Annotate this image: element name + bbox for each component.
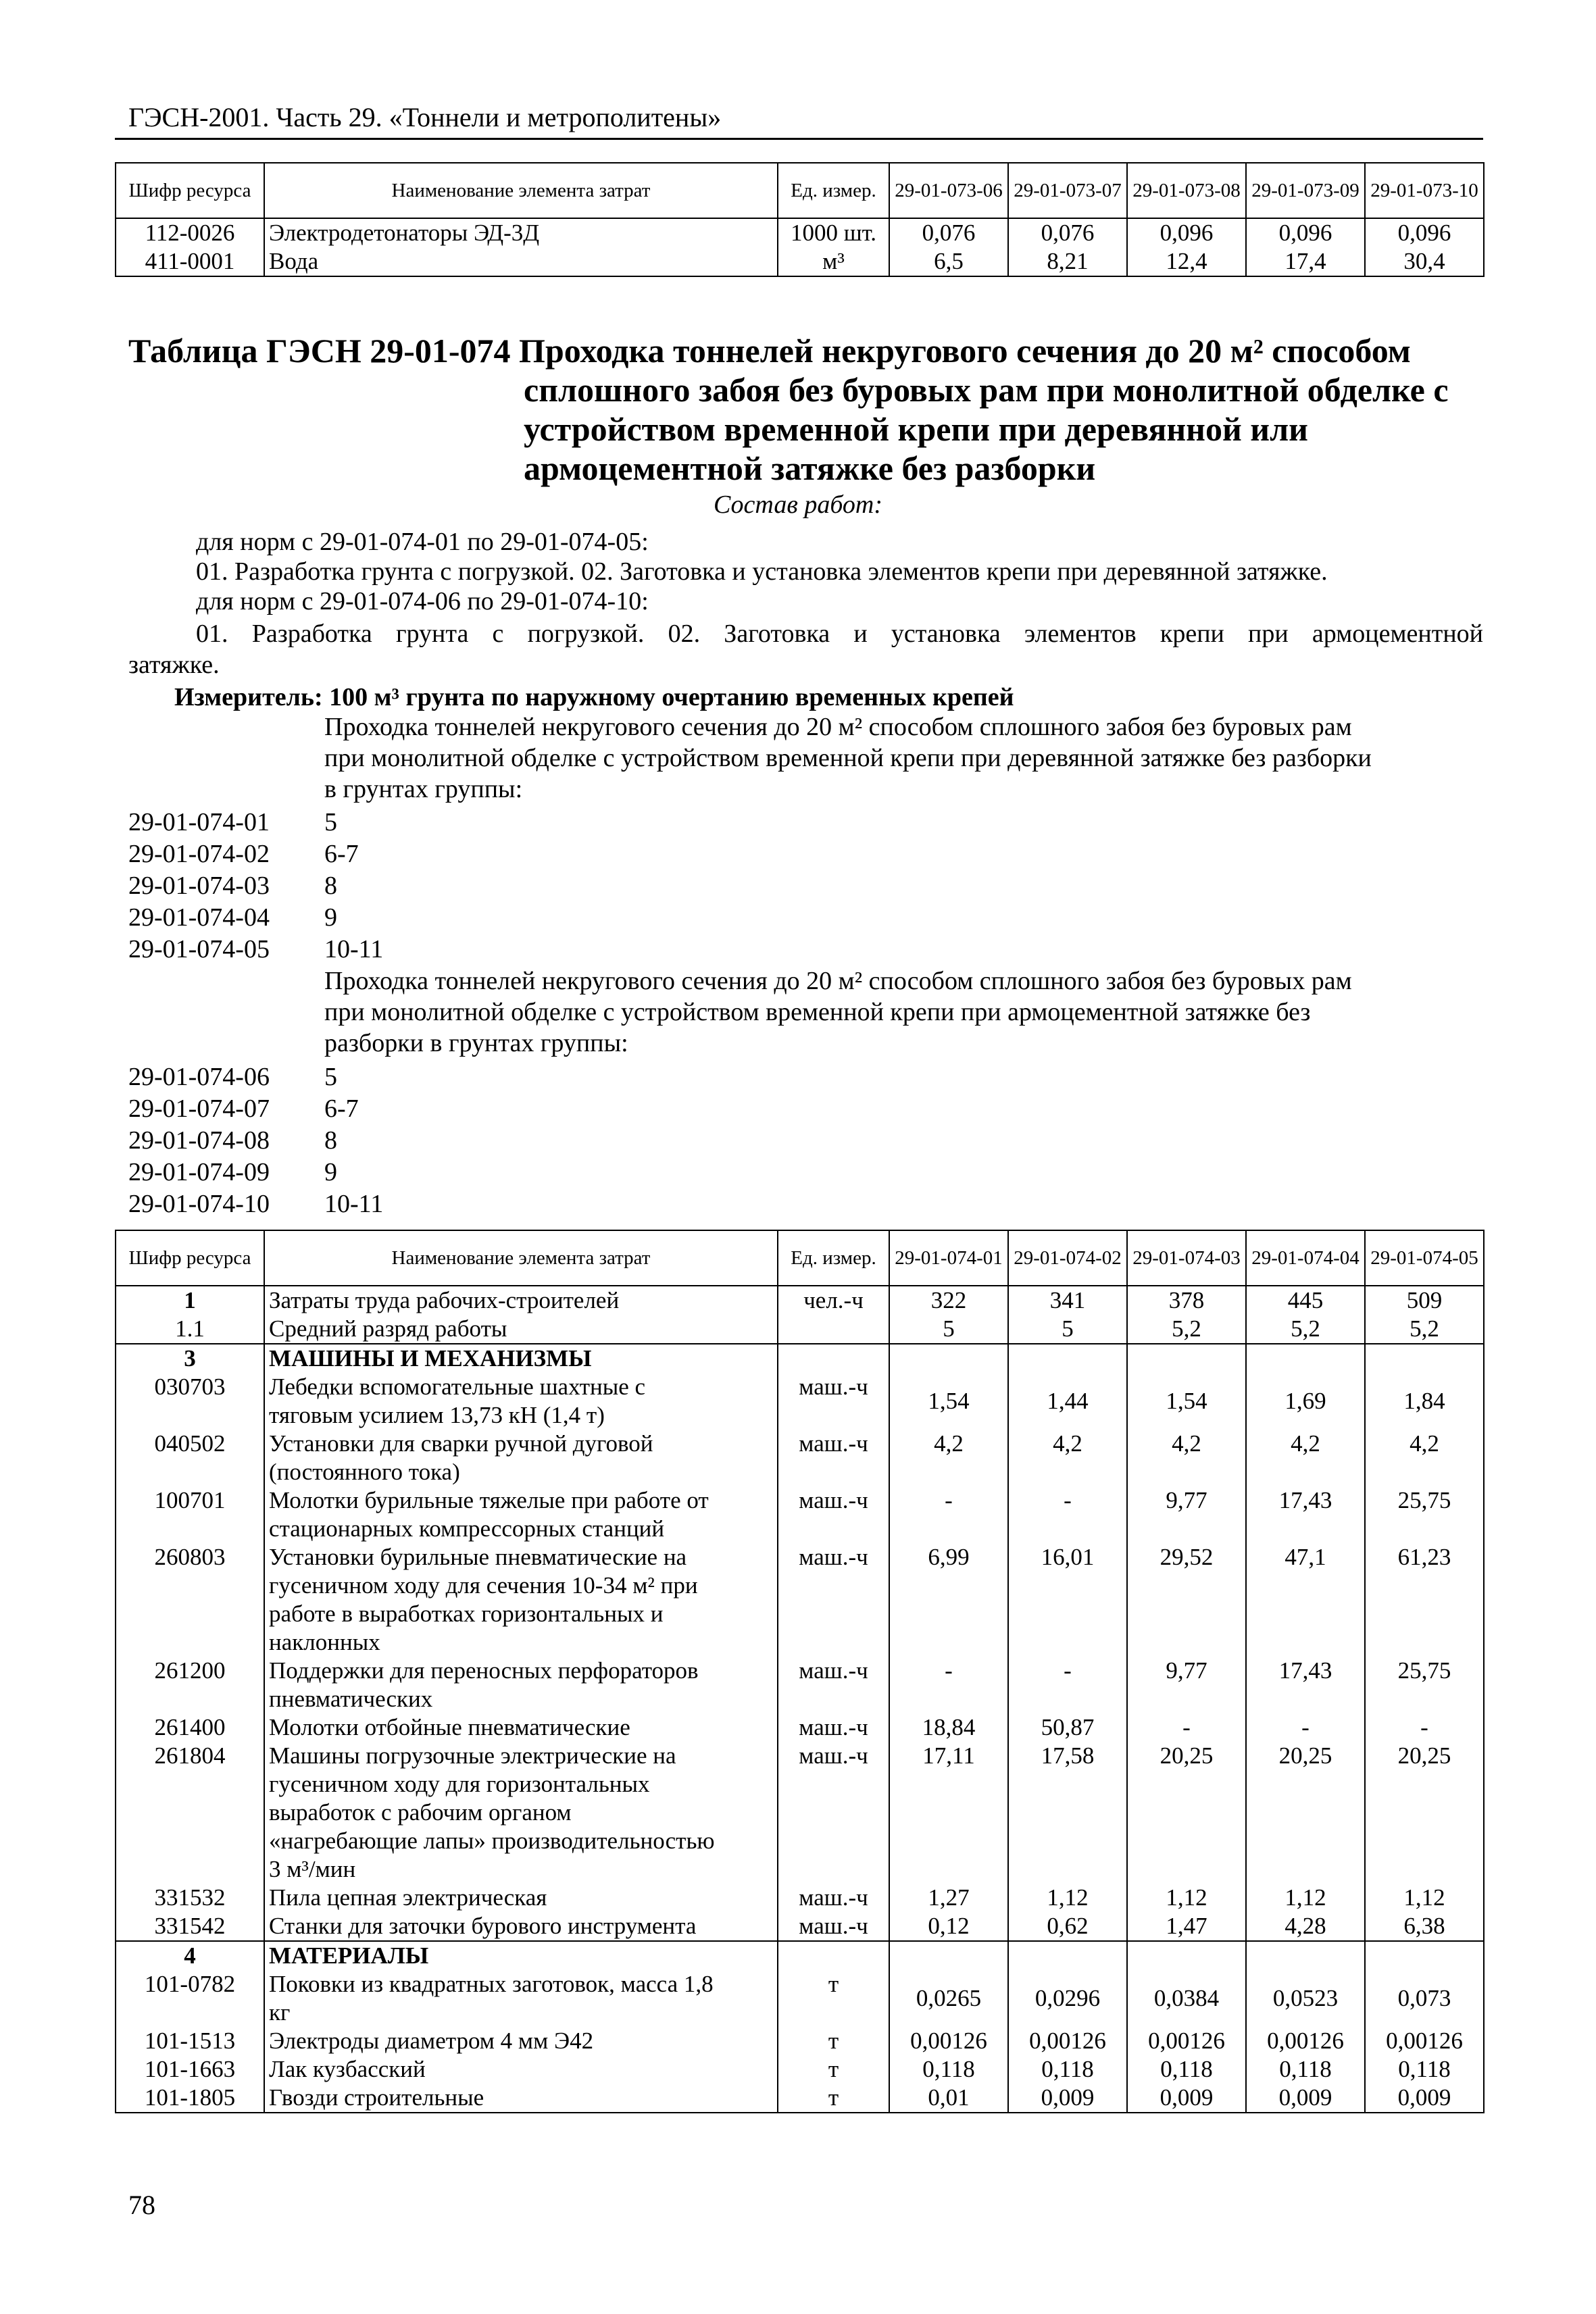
norm-value: 4,2 bbox=[1246, 1430, 1365, 1486]
norm-code: 29-01-074-08 bbox=[128, 1126, 270, 1155]
resource-unit: т bbox=[778, 2055, 889, 2084]
norm-value: 47,1 bbox=[1246, 1543, 1365, 1657]
resource-name-line: 3 м³/мин bbox=[269, 1856, 356, 1882]
resource-code: 260803 bbox=[116, 1543, 264, 1657]
norm-col-header: 29-01-074-01 bbox=[889, 1230, 1008, 1286]
table-row bbox=[116, 1713, 1484, 1742]
table-row bbox=[116, 247, 1484, 276]
norm-value: 0,009 bbox=[1008, 2084, 1127, 2113]
soil-group: 10-11 bbox=[324, 1190, 384, 1218]
main-resource-table bbox=[115, 1230, 1485, 2113]
norm-value: 0,073 bbox=[1365, 1970, 1484, 2027]
resource-name bbox=[264, 2084, 778, 2113]
norm-value: 445 bbox=[1246, 1286, 1365, 1315]
resource-name-line: Затраты труда рабочих-строителей bbox=[269, 1287, 620, 1313]
norm-value: 0,118 bbox=[889, 2055, 1008, 2084]
resource-name-line: Молотки бурильные тяжелые при работе от bbox=[269, 1487, 709, 1513]
table-row bbox=[116, 1315, 1484, 1344]
col-code-header: Шифр ресурса bbox=[116, 1230, 264, 1286]
resource-code: 112-0026 bbox=[116, 218, 264, 247]
resource-code: 4 bbox=[116, 1941, 264, 1970]
top-resource-table bbox=[115, 162, 1485, 277]
norm-value: 509 bbox=[1365, 1286, 1484, 1315]
table-row bbox=[116, 1657, 1484, 1713]
norm-value bbox=[1008, 1941, 1127, 1970]
resource-unit: маш.-ч bbox=[778, 1543, 889, 1657]
resource-name-line: Пила цепная электрическая bbox=[269, 1884, 547, 1911]
top-table-header-row bbox=[116, 163, 1484, 218]
resource-unit: маш.-ч bbox=[778, 1373, 889, 1430]
table-row bbox=[116, 1912, 1484, 1941]
page-number: 78 bbox=[128, 2190, 155, 2220]
resource-unit: маш.-ч bbox=[778, 1912, 889, 1941]
soil-group: 6-7 bbox=[324, 840, 359, 868]
norm-value: 6,38 bbox=[1365, 1912, 1484, 1941]
norm-value: 5,2 bbox=[1246, 1315, 1365, 1344]
norm-value: 0,009 bbox=[1365, 2084, 1484, 2113]
title-line: устройством временной крепи при деревянной или bbox=[524, 410, 1308, 448]
norm-value: 1,84 bbox=[1365, 1373, 1484, 1430]
running-header: ГЭСН-2001. Часть 29. «Тоннели и метрополитены» bbox=[128, 102, 722, 132]
norm-value: 9,77 bbox=[1127, 1486, 1246, 1543]
norm-value: 1,12 bbox=[1246, 1884, 1365, 1912]
resource-code: 101-1663 bbox=[116, 2055, 264, 2084]
resource-code: 101-0782 bbox=[116, 1970, 264, 2027]
norm-value: 322 bbox=[889, 1286, 1008, 1315]
norm-value: 4,2 bbox=[1127, 1430, 1246, 1486]
norm-value: - bbox=[1127, 1713, 1246, 1742]
resource-name bbox=[264, 1884, 778, 1912]
table-row bbox=[116, 2027, 1484, 2055]
resource-unit bbox=[778, 1344, 889, 1373]
composition-group1-ops: 01. Разработка грунта с погрузкой. 02. Заготовка и установка элементов крепи при деревянной затяжке. bbox=[196, 557, 1328, 586]
norm-value: 20,25 bbox=[1365, 1742, 1484, 1884]
norm-value bbox=[1246, 1344, 1365, 1373]
resource-name bbox=[264, 1344, 778, 1373]
norm-code: 29-01-074-01 bbox=[128, 808, 270, 836]
norm-code: 29-01-074-05 bbox=[128, 935, 270, 963]
norm-value: 0,009 bbox=[1246, 2084, 1365, 2113]
norm-value: 0,096 bbox=[1365, 218, 1484, 247]
norm-value: 6,99 bbox=[889, 1543, 1008, 1657]
norm-value: 0,0523 bbox=[1246, 1970, 1365, 2027]
norm-value: 5,2 bbox=[1365, 1315, 1484, 1344]
section-row bbox=[116, 1344, 1484, 1373]
norm-code: 29-01-074-04 bbox=[128, 903, 270, 932]
resource-code: 411-0001 bbox=[116, 247, 264, 276]
resource-code: 040502 bbox=[116, 1430, 264, 1486]
composition-heading: Состав работ: bbox=[713, 491, 883, 519]
soil-group: 5 bbox=[324, 1063, 337, 1091]
table-row bbox=[116, 1373, 1484, 1430]
resource-name-line: Гвозди строительные bbox=[269, 2084, 484, 2111]
resource-name-line: кг bbox=[269, 1999, 291, 2026]
resource-name bbox=[264, 1430, 778, 1486]
norm-description-line: Проходка тоннелей некругового сечения до 20 м² способом сплошного забоя без буровых рам bbox=[324, 713, 1352, 741]
resource-name-line: «нагребающие лапы» производительностью bbox=[269, 1828, 715, 1854]
norm-col-header: 29-01-074-03 bbox=[1127, 1230, 1246, 1286]
composition-group1-intro: для норм с 29-01-074-01 по 29-01-074-05: bbox=[196, 528, 649, 556]
resource-unit: маш.-ч bbox=[778, 1713, 889, 1742]
norm-value: 0,00126 bbox=[1246, 2027, 1365, 2055]
norm-col-header: 29-01-073-06 bbox=[889, 163, 1008, 218]
norm-description-line: при монолитной обделке с устройством временной крепи при армоцементной затяжке без bbox=[324, 998, 1311, 1026]
resource-name bbox=[264, 1713, 778, 1742]
resource-name-line: Машины погрузочные электрические на bbox=[269, 1742, 676, 1769]
resource-name bbox=[264, 1486, 778, 1543]
resource-name bbox=[264, 1742, 778, 1884]
table-row bbox=[116, 2084, 1484, 2113]
norm-value: - bbox=[1246, 1713, 1365, 1742]
table-row bbox=[116, 1486, 1484, 1543]
norm-value: 1,69 bbox=[1246, 1373, 1365, 1430]
norm-value: 6,5 bbox=[889, 247, 1008, 276]
resource-name-line: МАШИНЫ И МЕХАНИЗМЫ bbox=[269, 1345, 592, 1372]
norm-value bbox=[1008, 1344, 1127, 1373]
resource-name-line: гусеничном ходу для горизонтальных bbox=[269, 1771, 650, 1797]
norm-value: - bbox=[889, 1657, 1008, 1713]
title-line: Таблица ГЭСН 29-01-074 Проходка тоннелей некругового сечения до 20 м² способом bbox=[128, 332, 1411, 370]
resource-code: 261400 bbox=[116, 1713, 264, 1742]
norm-value bbox=[1127, 1344, 1246, 1373]
norm-value: 20,25 bbox=[1127, 1742, 1246, 1884]
table-row bbox=[116, 1742, 1484, 1884]
resource-name bbox=[264, 1657, 778, 1713]
norm-value: 25,75 bbox=[1365, 1486, 1484, 1543]
norm-col-header: 29-01-073-07 bbox=[1008, 163, 1127, 218]
norm-value: 1,54 bbox=[889, 1373, 1008, 1430]
norm-col-header: 29-01-074-04 bbox=[1246, 1230, 1365, 1286]
resource-name bbox=[264, 1373, 778, 1430]
norm-value: 12,4 bbox=[1127, 247, 1246, 276]
norm-description-line: при монолитной обделке с устройством временной крепи при деревянной затяжке без разборки bbox=[324, 744, 1372, 772]
composition-group2-ops-cont: затяжке. bbox=[128, 651, 220, 679]
norm-value: 5 bbox=[1008, 1315, 1127, 1344]
norm-value: 0,0265 bbox=[889, 1970, 1008, 2027]
norm-value: 61,23 bbox=[1365, 1543, 1484, 1657]
table-row bbox=[116, 218, 1484, 247]
resource-code: 331542 bbox=[116, 1912, 264, 1941]
resource-name bbox=[264, 1912, 778, 1941]
norm-code: 29-01-074-03 bbox=[128, 872, 270, 900]
resource-name-line: Поддержки для переносных перфораторов bbox=[269, 1657, 699, 1684]
norm-value: 0,076 bbox=[889, 218, 1008, 247]
resource-code: 3 bbox=[116, 1344, 264, 1373]
norm-value bbox=[1127, 1941, 1246, 1970]
resource-name bbox=[264, 2055, 778, 2084]
norm-value: 1,54 bbox=[1127, 1373, 1246, 1430]
resource-name-line: стационарных компрессорных станций bbox=[269, 1515, 665, 1542]
norm-value: 4,2 bbox=[1008, 1430, 1127, 1486]
table-row bbox=[116, 1430, 1484, 1486]
norm-value: 378 bbox=[1127, 1286, 1246, 1315]
resource-code: 101-1513 bbox=[116, 2027, 264, 2055]
soil-group: 9 bbox=[324, 903, 337, 932]
norm-value: 1,27 bbox=[889, 1884, 1008, 1912]
resource-unit: 1000 шт. bbox=[778, 218, 889, 247]
resource-name-line: Электроды диаметром 4 мм Э42 bbox=[269, 2028, 594, 2054]
table-row bbox=[116, 1884, 1484, 1912]
resource-name-line: наклонных bbox=[269, 1629, 380, 1655]
table-row bbox=[116, 1286, 1484, 1315]
resource-code: 030703 bbox=[116, 1373, 264, 1430]
composition-group2-intro: для норм с 29-01-074-06 по 29-01-074-10: bbox=[196, 587, 649, 615]
resource-code: 261804 bbox=[116, 1742, 264, 1884]
norm-value: 9,77 bbox=[1127, 1657, 1246, 1713]
norm-value: 4,2 bbox=[1365, 1430, 1484, 1486]
norm-value: 1,12 bbox=[1365, 1884, 1484, 1912]
table-row bbox=[116, 1970, 1484, 2027]
norm-value: 17,11 bbox=[889, 1742, 1008, 1884]
resource-name bbox=[264, 1315, 778, 1344]
norm-value: 0,118 bbox=[1127, 2055, 1246, 2084]
header-rule bbox=[115, 138, 1483, 140]
resource-name bbox=[264, 1286, 778, 1315]
resource-name-line: гусеничном ходу для сечения 10-34 м² при bbox=[269, 1572, 698, 1599]
resource-name-line: МАТЕРИАЛЫ bbox=[269, 1942, 429, 1969]
norm-value: 30,4 bbox=[1365, 247, 1484, 276]
norm-col-header: 29-01-074-05 bbox=[1365, 1230, 1484, 1286]
norm-col-header: 29-01-073-10 bbox=[1365, 163, 1484, 218]
norm-value: 29,52 bbox=[1127, 1543, 1246, 1657]
resource-unit: маш.-ч bbox=[778, 1430, 889, 1486]
norm-value: 1,12 bbox=[1127, 1884, 1246, 1912]
resource-code: 101-1805 bbox=[116, 2084, 264, 2113]
col-unit-header: Ед. измер. bbox=[778, 1230, 889, 1286]
norm-value: 17,4 bbox=[1246, 247, 1365, 276]
resource-name-line: Лак кузбасский bbox=[269, 2056, 426, 2082]
norm-value bbox=[1365, 1344, 1484, 1373]
resource-name-line: выработок с рабочим органом bbox=[269, 1799, 572, 1826]
resource-name-line: Станки для заточки бурового инструмента bbox=[269, 1913, 697, 1939]
norm-value: 0,096 bbox=[1127, 218, 1246, 247]
resource-unit: маш.-ч bbox=[778, 1486, 889, 1543]
norm-description-line: разборки в грунтах группы: bbox=[324, 1029, 628, 1057]
soil-group: 10-11 bbox=[324, 935, 384, 963]
col-code-header: Шифр ресурса bbox=[116, 163, 264, 218]
norm-value: 25,75 bbox=[1365, 1657, 1484, 1713]
resource-name-line: Молотки отбойные пневматические bbox=[269, 1714, 630, 1740]
norm-value: 0,118 bbox=[1365, 2055, 1484, 2084]
norm-value: 0,0384 bbox=[1127, 1970, 1246, 2027]
norm-value: 0,009 bbox=[1127, 2084, 1246, 2113]
norm-value: 0,12 bbox=[889, 1912, 1008, 1941]
norm-value: 0,00126 bbox=[1127, 2027, 1246, 2055]
norm-value: 1,44 bbox=[1008, 1373, 1127, 1430]
section-row bbox=[116, 1941, 1484, 1970]
norm-value: 16,01 bbox=[1008, 1543, 1127, 1657]
resource-name-line: Установки бурильные пневматические на bbox=[269, 1544, 687, 1570]
norm-description-line: в грунтах группы: bbox=[324, 775, 523, 803]
norm-value: - bbox=[1008, 1657, 1127, 1713]
resource-name-line: Установки для сварки ручной дуговой bbox=[269, 1430, 653, 1457]
resource-name bbox=[264, 2027, 778, 2055]
resource-unit bbox=[778, 1941, 889, 1970]
norm-code: 29-01-074-02 bbox=[128, 840, 270, 868]
resource-name bbox=[264, 1970, 778, 2027]
resource-code: 100701 bbox=[116, 1486, 264, 1543]
resource-code: 1 bbox=[116, 1286, 264, 1315]
resource-name: Вода bbox=[264, 247, 778, 276]
resource-unit: маш.-ч bbox=[778, 1742, 889, 1884]
title-line: армоцементной затяжке без разборки bbox=[524, 449, 1096, 487]
norm-col-header: 29-01-074-02 bbox=[1008, 1230, 1127, 1286]
col-name-header: Наименование элемента затрат bbox=[264, 163, 778, 218]
resource-name-line: Лебедки вспомогательные шахтные с bbox=[269, 1374, 646, 1400]
composition-group2-ops: 01. Разработка грунта с погрузкой. 02. Заготовка и установка элементов крепи при армоцементной bbox=[196, 620, 1483, 648]
norm-value bbox=[1246, 1941, 1365, 1970]
table-row bbox=[116, 1543, 1484, 1657]
resource-name bbox=[264, 1941, 778, 1970]
norm-code: 29-01-074-07 bbox=[128, 1095, 270, 1123]
norm-value: 0,01 bbox=[889, 2084, 1008, 2113]
norm-value bbox=[889, 1344, 1008, 1373]
resource-unit: маш.-ч bbox=[778, 1657, 889, 1713]
norm-value: 0,00126 bbox=[1365, 2027, 1484, 2055]
soil-group: 8 bbox=[324, 1126, 337, 1155]
norm-col-header: 29-01-073-09 bbox=[1246, 163, 1365, 218]
norm-value: 0,0296 bbox=[1008, 1970, 1127, 2027]
soil-group: 8 bbox=[324, 872, 337, 900]
norm-value: 5 bbox=[889, 1315, 1008, 1344]
table-title bbox=[128, 331, 1487, 488]
norm-value bbox=[889, 1941, 1008, 1970]
norm-value bbox=[1365, 1941, 1484, 1970]
resource-unit: т bbox=[778, 2027, 889, 2055]
norm-value: 341 bbox=[1008, 1286, 1127, 1315]
main-table-header-row bbox=[116, 1230, 1484, 1286]
norm-value: 5,2 bbox=[1127, 1315, 1246, 1344]
resource-unit: т bbox=[778, 1970, 889, 2027]
soil-group: 6-7 bbox=[324, 1095, 359, 1123]
norm-value: 0,076 bbox=[1008, 218, 1127, 247]
resource-unit: чел.-ч bbox=[778, 1286, 889, 1315]
norm-value: 17,58 bbox=[1008, 1742, 1127, 1884]
resource-unit bbox=[778, 1315, 889, 1344]
resource-name-line: пневматических bbox=[269, 1686, 433, 1712]
title-line: сплошного забоя без буровых рам при монолитной обделке с bbox=[524, 371, 1449, 409]
resource-name bbox=[264, 1543, 778, 1657]
resource-code: 1.1 bbox=[116, 1315, 264, 1344]
norm-value: 4,28 bbox=[1246, 1912, 1365, 1941]
norm-col-header: 29-01-073-08 bbox=[1127, 163, 1246, 218]
norm-value: 0,62 bbox=[1008, 1912, 1127, 1941]
resource-name-line: Поковки из квадратных заготовок, масса 1,8 bbox=[269, 1971, 714, 1997]
resource-unit: маш.-ч bbox=[778, 1884, 889, 1912]
norm-code: 29-01-074-06 bbox=[128, 1063, 270, 1091]
resource-code: 261200 bbox=[116, 1657, 264, 1713]
norm-value: 1,12 bbox=[1008, 1884, 1127, 1912]
norm-value: 20,25 bbox=[1246, 1742, 1365, 1884]
soil-group: 9 bbox=[324, 1158, 337, 1186]
norm-value: 17,43 bbox=[1246, 1486, 1365, 1543]
norm-value: 4,2 bbox=[889, 1430, 1008, 1486]
measure-unit: Измеритель: 100 м³ грунта по наружному очертанию временных крепей bbox=[174, 683, 1014, 711]
norm-value: 0,118 bbox=[1008, 2055, 1127, 2084]
norm-value: 17,43 bbox=[1246, 1657, 1365, 1713]
resource-name-line: Средний разряд работы bbox=[269, 1315, 507, 1342]
norm-description-line: Проходка тоннелей некругового сечения до 20 м² способом сплошного забоя без буровых рам bbox=[324, 967, 1352, 995]
resource-name-line: работе в выработках горизонтальных и bbox=[269, 1601, 664, 1627]
norm-value: 0,118 bbox=[1246, 2055, 1365, 2084]
norm-code: 29-01-074-09 bbox=[128, 1158, 270, 1186]
norm-value: - bbox=[889, 1486, 1008, 1543]
resource-name: Электродетонаторы ЭД-3Д bbox=[264, 218, 778, 247]
soil-group: 5 bbox=[324, 808, 337, 836]
resource-name-line: тяговым усилием 13,73 кН (1,4 т) bbox=[269, 1402, 605, 1428]
norm-value: 0,00126 bbox=[889, 2027, 1008, 2055]
col-unit-header: Ед. измер. bbox=[778, 163, 889, 218]
norm-value: 18,84 bbox=[889, 1713, 1008, 1742]
resource-name-line: (постоянного тока) bbox=[269, 1459, 460, 1485]
norm-value: 0,096 bbox=[1246, 218, 1365, 247]
norm-value: 0,00126 bbox=[1008, 2027, 1127, 2055]
norm-value: 50,87 bbox=[1008, 1713, 1127, 1742]
resource-unit: т bbox=[778, 2084, 889, 2113]
table-row bbox=[116, 2055, 1484, 2084]
norm-value: - bbox=[1008, 1486, 1127, 1543]
norm-value: - bbox=[1365, 1713, 1484, 1742]
norm-code: 29-01-074-10 bbox=[128, 1190, 270, 1218]
resource-unit: м³ bbox=[778, 247, 889, 276]
norm-value: 1,47 bbox=[1127, 1912, 1246, 1941]
norm-value: 8,21 bbox=[1008, 247, 1127, 276]
col-name-header: Наименование элемента затрат bbox=[264, 1230, 778, 1286]
resource-code: 331532 bbox=[116, 1884, 264, 1912]
